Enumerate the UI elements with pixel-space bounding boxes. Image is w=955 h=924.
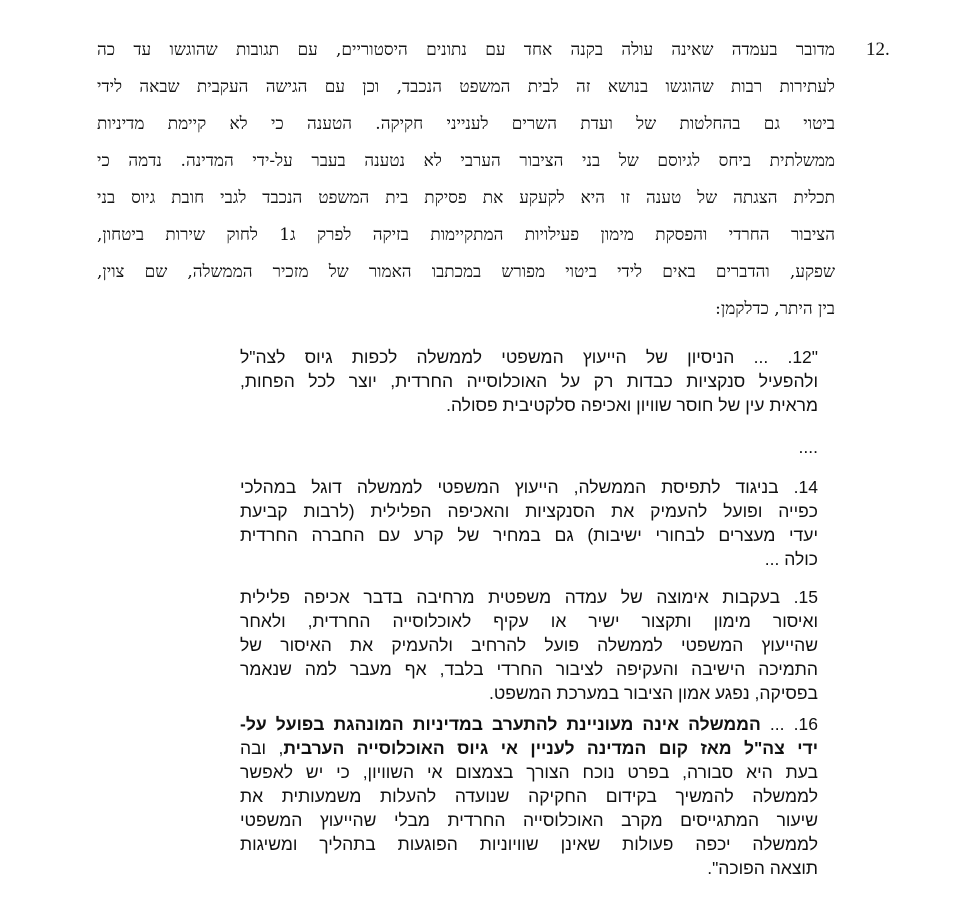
quote-line: ואיסור מימון ותקצור ישיר או עקיף לאוכלוסייה החרדית, ולאחר [240,611,818,631]
quote-ellipsis [240,435,818,459]
bold-text: הממשלה אינה מעוניינת להתערב במדיניות המונהגת בפועל על- [240,714,761,734]
quote-line: התמיכה הישיבה והעקיפה לציבור החרדי בלבד, אף מעבר למה שנאמר [240,659,818,679]
quote-line: מראית עין של חוסר שוויון ואכיפה סלקטיבית פסולה. [446,395,818,415]
item-prefix: 16. ... [760,714,818,734]
paragraph-line: תכלית הצגתה של טענה זו היא לקעקע את פסיקת בית המשפט הנכבד לגבי חובת גיוס בני [97,188,835,208]
paragraph-line: ביטוי גם בהחלטות של ועדת השרים לענייני חקיקה. הטענה כי לא קיימת מדיניות [97,114,835,134]
quote-item-15 [240,585,818,705]
quote-line: כפייה ופועל להעמיק את הסנקציות והאכיפה הפלילית (לרבות קביעת [240,501,818,521]
quote-line: 14. בניגוד לתפיסת הממשלה, הייעוץ המשפטי לממשלה דוגל במהלכי [240,477,818,497]
quote-line: לממשלה להמשיך בקידום החקיקה שנועדה להעלות משמעותית את [240,786,818,806]
quote-text: , ובה [240,738,284,758]
quote-line: שהייעוץ המשפטי לממשלה פועל להרחיב ולהעמיק את האיסור של [240,635,818,655]
quote-line: 15. בעקבות אימוצה של עמדה משפטית מרחיבה בדבר אכיפה פלילית [240,587,818,607]
quote-line: לממשלה יכפה פעולות שאינן שוויוניות הפוגעות בתהליך ומשיגות [240,834,818,854]
paragraph-line: שפקע, והדברים באים לידי ביטוי מפורש במכתבו האמור של מזכיר הממשלה, שם צוין, [97,262,835,282]
quote-line: כולה ... [764,549,818,569]
quote-item-12 [240,345,818,417]
bold-text: ידי צה"ל מאז קום המדינה לעניין אי גיוס האוכלוסייה הערבית [283,738,818,758]
quote-line [240,736,818,760]
paragraph-line: ממשלתית ביחס לגיוסם של בני הציבור הערבי לא נטענה בעבר על-ידי המדינה. נדמה כי [97,151,835,171]
quote-item-14 [240,475,818,571]
quote-line: ולהפעיל סנקציות כבדות רק על האוכלוסייה החרדית, יוצר לכל הפחות, [240,371,818,391]
paragraph-line: לעתירות רבות שהוגשו בנושא זה לבית המשפט הנכבד, וכן עם הגישה העקבית שבאה לידי [97,77,835,97]
paragraph-number: 12. [866,39,890,60]
paragraph-12 [97,36,835,332]
quote-line: תוצאה הפוכה". [707,858,818,878]
quote-item-16 [240,712,818,880]
quote-line: שיעור המתגייסים מקרב האוכלוסייה החרדית מבלי שהייעוץ המשפטי [240,810,818,830]
quote-line: בפסיקה, נפגע אמון הציבור במערכת המשפט. [488,683,818,703]
paragraph-line: בין היתר, כדלקמן: [715,299,835,319]
quote-line: בעת היא סבורה, בפרט נוכח הצורך בצמצום אי השוויון, כי יש לאפשר [240,762,818,782]
quote-line: "12. ... הניסיון של הייעוץ המשפטי לממשלה לכפות גיוס לצה"ל [240,347,818,367]
ellipsis: .... [798,437,818,457]
paragraph-line: מדובר בעמדה שאינה עולה בקנה אחד עם נתונים היסטוריים, עם תגובות שהוגשו עד כה [97,40,835,60]
quote-line [240,712,818,736]
paragraph-line: הציבור החרדי והפסקת מימון פעילויות המתקיימות בזיקה לפרק ג1 לחוק שירות ביטחון, [97,225,835,245]
quote-line: יעדי מעצרים לבחורי ישיבות) גם במחיר של קרע עם החברה החרדית [240,525,818,545]
